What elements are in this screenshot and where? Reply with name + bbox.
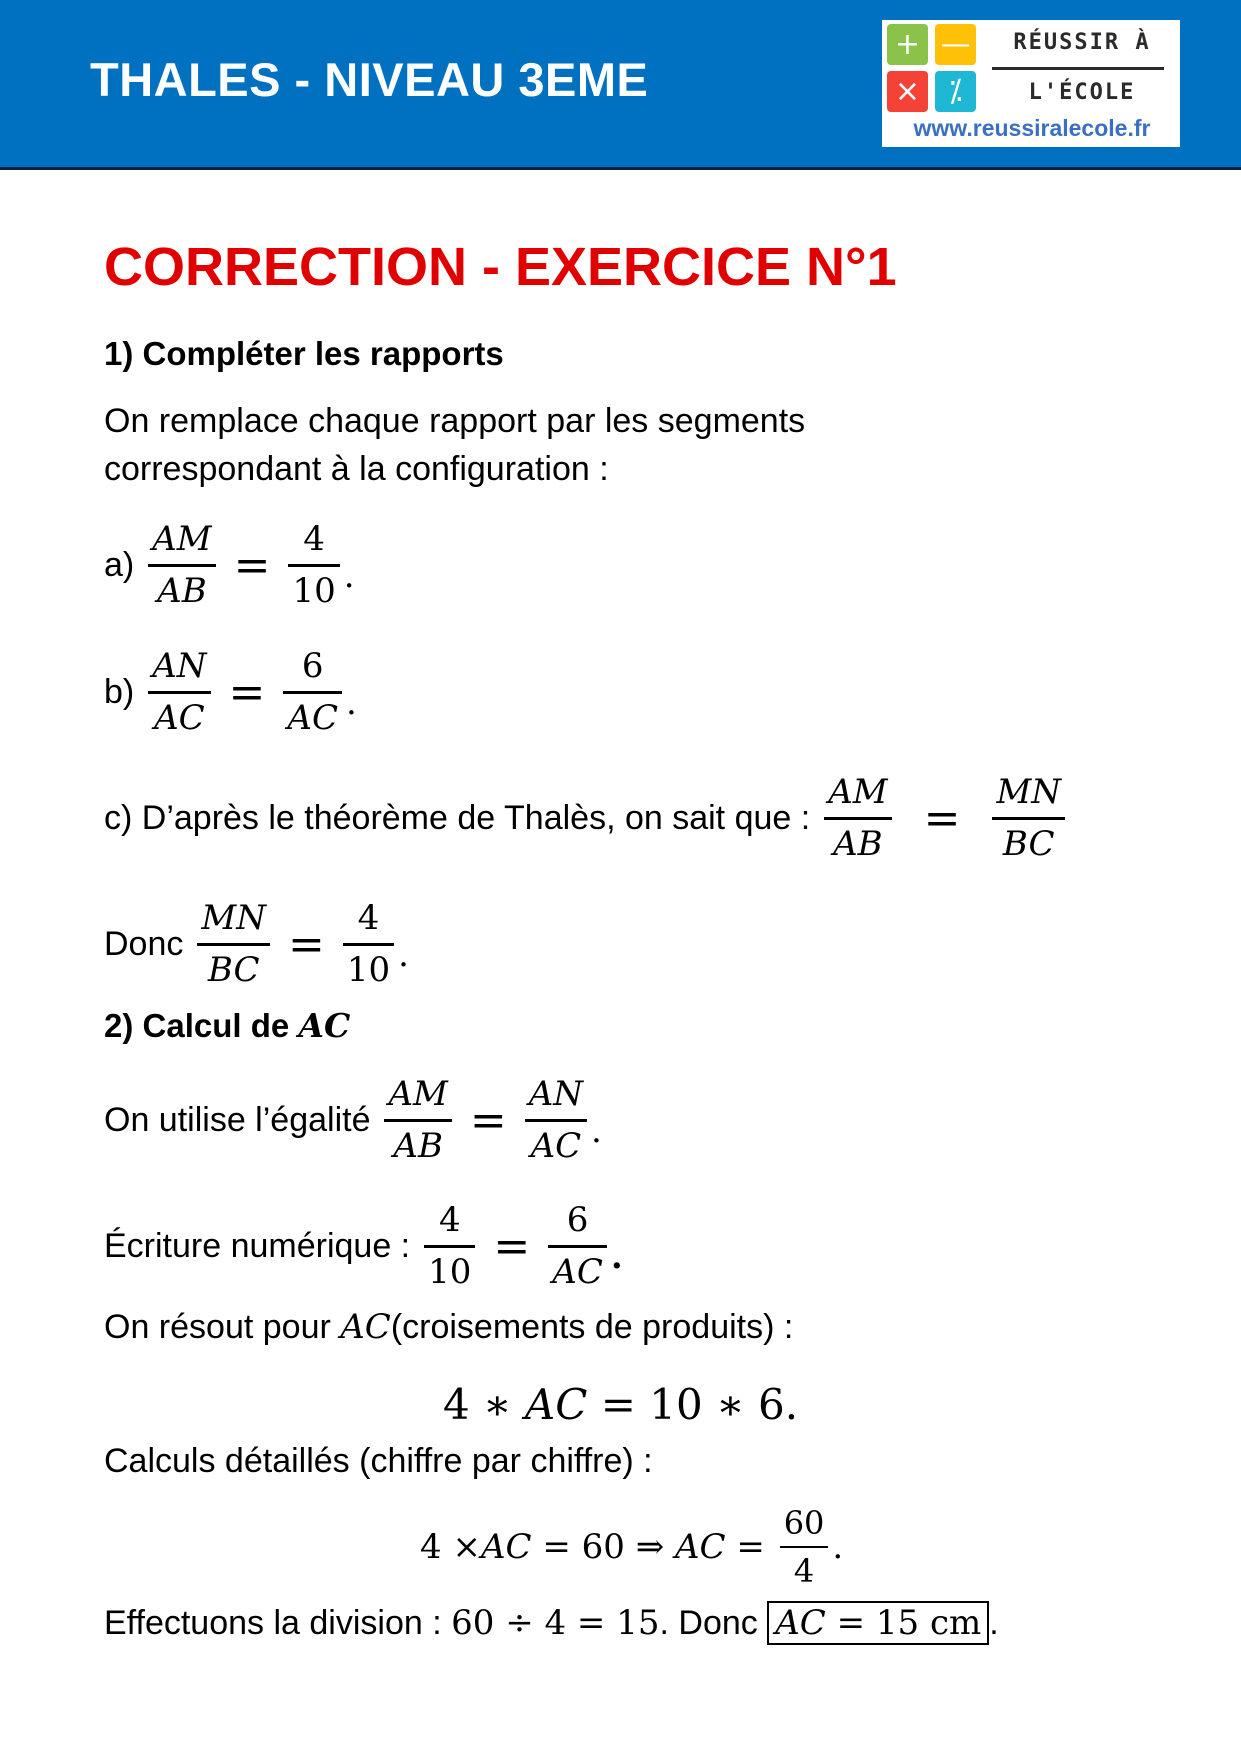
resout-line: On résout pour AC(croisements de produits) : <box>104 1307 794 1347</box>
fraction: $\frac{AN}{AC}$ <box>148 642 210 744</box>
minus-icon: — <box>935 24 976 65</box>
numerique-line: Écriture numérique : $\frac{4}{10}$ = $\frac{6}{AC}$ . <box>104 1196 623 1298</box>
fraction: $\frac{60}{4}$ <box>780 1500 829 1595</box>
logo-divider <box>992 67 1164 70</box>
header-title: THALES - NIVEAU 3EME <box>90 53 649 106</box>
donc-label: Donc <box>104 925 184 964</box>
fraction: $\frac{MN}{BC}$ <box>197 894 270 996</box>
calculs-line: Calculs détaillés (chiffre par chiffre) : <box>104 1442 653 1480</box>
equals-sign: = <box>469 1095 507 1147</box>
fraction: $\frac{AM}{AB}$ <box>148 515 215 617</box>
logo <box>882 20 1180 147</box>
fraction: $\frac{6}{AC}$ <box>283 642 342 744</box>
equals-sign: = <box>493 1221 531 1273</box>
ratio-b: b) $\frac{AN}{AC}$ = $\frac{6}{AC}$ . <box>104 642 357 744</box>
plus-icon: + <box>887 24 928 65</box>
fraction: $\frac{AM}{AB}$ <box>384 1070 451 1172</box>
header-band <box>0 0 1241 170</box>
equals-sign: = <box>228 667 266 719</box>
fraction: $\frac{4}{10}$ <box>424 1196 475 1298</box>
thales-text: c) D’après le théorème de Thalès, on sait que : <box>104 799 811 838</box>
detailed-equation: 4 × AC = 60 ⇒ AC = $\frac{60}{4}$ . <box>420 1500 843 1595</box>
logo-bottom-text: L'ÉCOLE <box>1028 80 1136 105</box>
intro-line-1: On remplace chaque rapport par les segments <box>104 402 806 440</box>
intro-line-2: correspondant à la configuration : <box>104 450 609 488</box>
answer-box: AC = 15 cm <box>767 1601 989 1645</box>
section1-heading: 1) Compléter les rapports <box>104 335 504 372</box>
logo-url: www.reussiralecole.fr <box>913 115 1151 141</box>
cross-product-equation: 4 ∗ AC = 10 ∗ 6. <box>442 1380 799 1429</box>
equals-sign: = <box>233 540 271 592</box>
equals-sign: = <box>923 793 961 845</box>
fraction: $\frac{6}{AC}$ <box>548 1196 607 1298</box>
equals-sign: = <box>287 919 325 971</box>
donc-line: Donc $\frac{MN}{BC}$ = $\frac{4}{10}$ . <box>104 894 409 996</box>
egalite-line: On utilise l’égalité $\frac{AM}{AB}$ = $\frac{AN}{AC}$ . <box>104 1070 602 1172</box>
ratio-b-label: b) <box>104 673 135 712</box>
times-icon: × <box>887 71 928 112</box>
ratio-a: a) $\frac{AM}{AB}$ = $\frac{4}{10}$ . <box>104 515 355 617</box>
section2-heading: 2) Calcul de AC <box>104 1006 351 1045</box>
percent-icon: ⁒ <box>935 71 976 112</box>
fraction: $\frac{AM}{AB}$ <box>824 768 891 870</box>
fraction: $\frac{4}{10}$ <box>343 894 394 996</box>
final-line: Effectuons la division : 60 ÷ 4 = 15. Donc AC = 15 cm . <box>104 1603 999 1643</box>
thales-statement <box>104 768 1069 870</box>
document-title: CORRECTION - EXERCICE N°1 <box>104 237 897 297</box>
ratio-a-label: a) <box>104 546 135 585</box>
fraction: $\frac{4}{10}$ <box>288 515 339 617</box>
logo-top-text: RÉUSSIR À <box>1013 30 1151 55</box>
fraction: $\frac{AN}{AC}$ <box>525 1070 587 1172</box>
fraction: $\frac{MN}{BC}$ <box>992 768 1065 870</box>
